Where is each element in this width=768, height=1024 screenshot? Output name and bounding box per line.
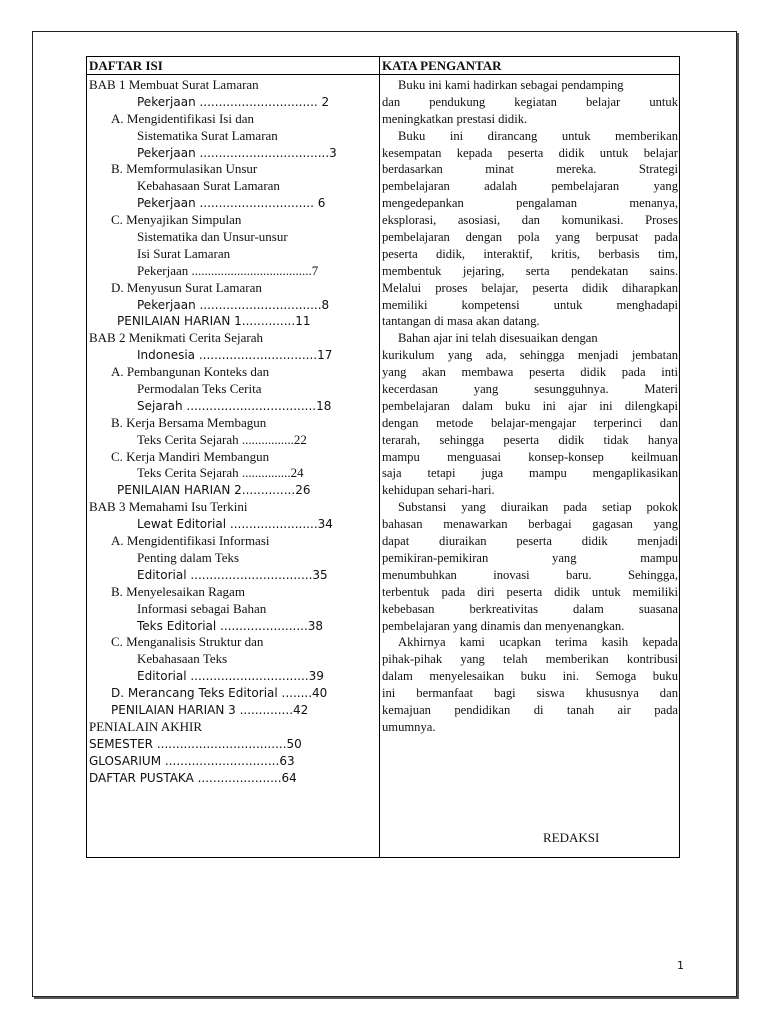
- toc-line: SEMESTER ..................................50: [89, 736, 302, 751]
- preface-line: pembelajaran dengan pola yang berpusat pada: [382, 230, 678, 245]
- preface-line: pembelajaran dalam buku ini ajar ini dilengkapi: [382, 398, 678, 413]
- toc-line: DAFTAR PUSTAKA ......................64: [89, 770, 297, 785]
- preface-line: kesempatan kepada peserta didik untuk belajar: [382, 145, 678, 160]
- column-divider: [379, 57, 380, 857]
- preface-line: pembelajaran adalah pembelajaran yang: [382, 179, 678, 194]
- preface-line: kehidupan sehari-hari.: [382, 483, 495, 498]
- toc-line: C. Menyajikan Simpulan: [111, 212, 242, 228]
- toc-list: [89, 77, 377, 786]
- preface-line: membentuk jejaring, serta pendekatan sains.: [382, 263, 678, 278]
- toc-line: Sistematika dan Unsur-unsur: [137, 229, 288, 245]
- toc-line: C. Menganalisis Struktur dan: [111, 634, 264, 650]
- toc-line: A. Mengidentifikasi Informasi: [111, 533, 270, 549]
- toc-line: Teks Cerita Sejarah ...............24: [137, 465, 304, 481]
- preface-line: umumnya.: [382, 719, 436, 734]
- content-table: [86, 56, 680, 858]
- preface-line: terbentuk pada diri peserta didik untuk memiliki: [382, 584, 678, 599]
- header-rule: [87, 74, 679, 75]
- preface-line: Melalui proses belajar, peserta didik diharapkan: [382, 280, 678, 295]
- toc-line: B. Memformulasikan Unsur: [111, 161, 258, 177]
- preface-line: bahasan menawarkan berbagai gagasan yang: [382, 517, 678, 532]
- toc-line: BAB 3 Memahami Isu Terkini: [89, 499, 248, 515]
- toc-line: B. Menyelesaikan Ragam: [111, 583, 245, 599]
- preface-line: berdasarkan minat mereka. Strategi: [382, 162, 678, 177]
- toc-line: Kebahasaan Surat Lamaran: [137, 178, 280, 194]
- preface-line: Bahan ajar ini telah disesuaikan dengan: [398, 331, 598, 346]
- toc-line: GLOSARIUM ..............................63: [89, 753, 295, 768]
- toc-line: Pekerjaan ............................... 2: [137, 94, 330, 109]
- toc-line: Teks Cerita Sejarah ................22: [137, 431, 307, 447]
- toc-line: Pekerjaan .............................. 6: [137, 196, 326, 211]
- preface-line: kemajuan pendidikan di tanah air pada: [382, 702, 678, 717]
- toc-line: A. Pembangunan Konteks dan: [111, 364, 270, 380]
- toc-line: Penting dalam Teks: [137, 549, 240, 565]
- toc-line: Editorial ...............................39: [137, 669, 324, 684]
- preface-line: Buku ini dirancang untuk memberikan: [398, 128, 678, 143]
- toc-line: A. Mengidentifikasi Isi dan: [111, 110, 254, 126]
- toc-line: Editorial ................................35: [137, 567, 328, 582]
- preface-line: mampu menguasai konsep-konsep keilmuan: [382, 449, 678, 464]
- preface-line: Akhirnya kami ucapkan terima kasih kepada: [398, 635, 678, 650]
- preface-line: kurikulum yang ada, sehingga menjadi jembatan: [382, 348, 678, 363]
- preface-line: pemikiran-pemikiran yang mampu: [382, 550, 678, 565]
- toc-line: Lewat Editorial .......................34: [137, 517, 333, 532]
- toc-line: C. Kerja Mandiri Membangun: [111, 448, 270, 464]
- preface-line: eksplorasi, asosiasi, dan komunikasi. Proses: [382, 213, 678, 228]
- preface-line: dapat diuraikan peserta didik menjadi: [382, 534, 678, 549]
- preface-line: kecerdasan yang sesungguhnya. Materi: [382, 382, 678, 397]
- toc-line: Sejarah ..................................18: [137, 398, 332, 413]
- preface-line: dengan metode belajar-mengajar terperinci dan: [382, 415, 678, 430]
- signature: REDAKSI: [543, 830, 600, 845]
- preface-line: Buku ini kami hadirkan sebagai pendamping: [398, 78, 624, 92]
- toc-line: D. Menyusun Surat Lamaran: [111, 279, 262, 295]
- toc-line: B. Kerja Bersama Membagun: [111, 414, 267, 430]
- toc-line: Pekerjaan ................................8: [137, 297, 330, 312]
- preface-line: pembelajaran yang dinamis dan menyenangkan.: [382, 618, 625, 633]
- preface-line: kebebasan berkreativitas dalam suasana: [382, 601, 678, 616]
- toc-line: Teks Editorial .......................38: [137, 618, 324, 633]
- preface-line: ini bermanfaat bagi siswa khususnya dan: [382, 686, 678, 701]
- toc-line: BAB 2 Menikmati Cerita Sejarah: [89, 330, 264, 346]
- preface-line: meningkatkan prestasi didik.: [382, 111, 528, 126]
- toc-line: Pekerjaan ..................................3: [137, 145, 337, 160]
- toc-heading: DAFTAR ISI: [89, 58, 163, 73]
- toc-line: Informasi sebagai Bahan: [137, 600, 267, 616]
- toc-line: Indonesia ...............................17: [137, 348, 333, 363]
- toc-line: Sistematika Surat Lamaran: [137, 127, 278, 143]
- preface-line: peserta didik, interaktif, kritis, berbasis tim,: [382, 246, 678, 261]
- toc-line: PENILAIAN HARIAN 2..............26: [117, 483, 311, 498]
- toc-line: Kebahasaan Teks: [137, 651, 228, 667]
- preface-line: saja tetapi juga mampu mengaplikasikan: [382, 466, 678, 481]
- preface-line: memiliki kompetensi untuk menghadapi: [382, 297, 678, 312]
- toc-line: BAB 1 Membuat Surat Lamaran: [89, 77, 259, 92]
- toc-line: PENIALAIN AKHIR: [89, 718, 203, 734]
- toc-line: PENILAIAN HARIAN 1..............11: [117, 314, 311, 329]
- toc-line: PENILAIAN HARIAN 3 ..............42: [111, 702, 309, 717]
- toc-line: Isi Surat Lamaran: [137, 245, 231, 261]
- toc-line: Permodalan Teks Cerita: [137, 381, 262, 397]
- preface-line: dan pendukung kegiatan belajar untuk: [382, 94, 678, 109]
- preface-line: Substansi yang diuraikan pada setiap pokok: [398, 500, 678, 515]
- preface-line: yang akan membawa peserta didik pada inti: [382, 365, 678, 380]
- preface-text: [382, 77, 678, 736]
- preface-line: menumbuhkan inovasi baru. Sehingga,: [382, 567, 678, 582]
- preface-line: mengedepankan pengalaman menanya,: [382, 196, 678, 211]
- preface-line: terarah, sehingga peserta didik tidak hanya: [382, 432, 678, 447]
- preface-line: dalam menyelesaikan buku ini. Semoga buku: [382, 669, 678, 684]
- preface-heading: KATA PENGANTAR: [382, 58, 502, 73]
- toc-line: D. Merancang Teks Editorial ........40: [111, 686, 328, 701]
- preface-line: pihak-pihak yang telah memberikan kontribusi: [382, 652, 678, 667]
- toc-line: Pekerjaan .....................................7: [137, 262, 319, 278]
- page-number: 1: [677, 959, 684, 972]
- preface-line: tantangan di masa akan datang.: [382, 314, 540, 329]
